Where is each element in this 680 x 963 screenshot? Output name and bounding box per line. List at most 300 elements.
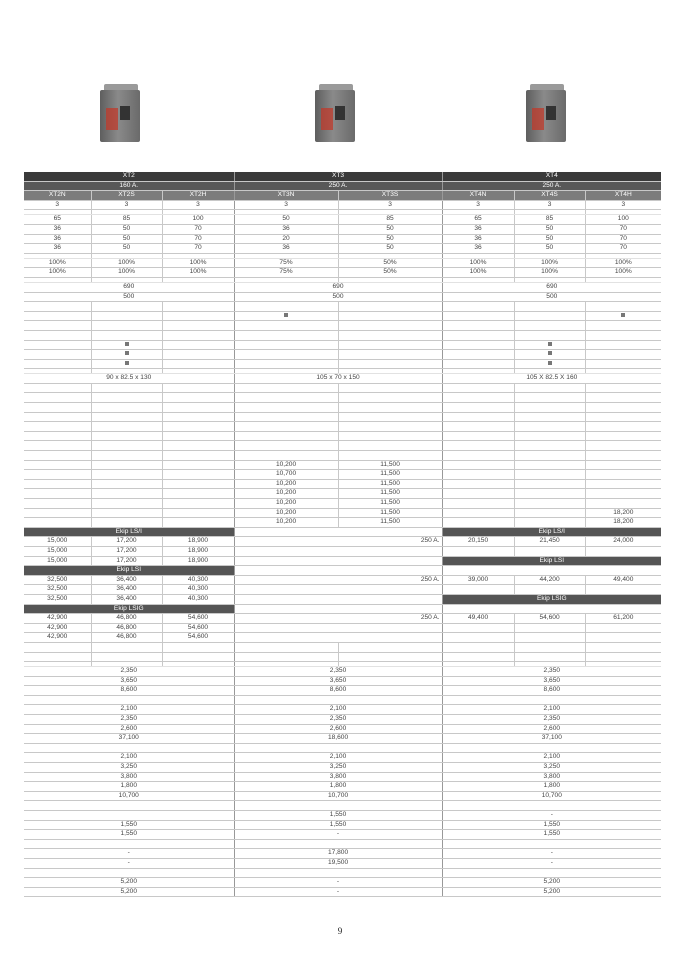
table-cell [234, 451, 338, 461]
table-cell: 690 [234, 282, 442, 292]
table-cell [514, 489, 585, 499]
table-cell [338, 393, 442, 403]
table-cell: 250 A. [234, 575, 442, 585]
table-cell: 1,800 [24, 782, 234, 792]
table-cell: 3 [514, 200, 585, 210]
table-cell: 36 [442, 244, 514, 254]
table-cell [162, 479, 234, 489]
table-cell: 85 [91, 215, 162, 225]
table-cell [91, 642, 162, 652]
table-cell: 75% [234, 268, 338, 278]
table-cell [91, 383, 162, 393]
table-cell: 70 [585, 234, 661, 244]
table-cell [24, 839, 234, 849]
table-cell [24, 330, 91, 340]
table-cell: 5,200 [24, 878, 234, 888]
table-cell [162, 460, 234, 470]
table-cell [585, 412, 661, 422]
table-cell: 100% [24, 268, 91, 278]
table-cell: 1,800 [442, 782, 661, 792]
table-cell: 8,600 [24, 686, 234, 696]
table-cell: 100% [585, 268, 661, 278]
table-cell [338, 412, 442, 422]
table-cell: 1,550 [442, 830, 661, 840]
table-cell: 18,200 [585, 508, 661, 518]
table-cell: 10,200 [234, 460, 338, 470]
table-cell: 2,100 [24, 753, 234, 763]
table-cell: 3 [234, 200, 338, 210]
table-cell: 50 [234, 215, 338, 225]
table-cell: 10,700 [442, 791, 661, 801]
table-cell [585, 499, 661, 509]
table-cell [514, 383, 585, 393]
table-cell [24, 518, 91, 528]
bullet-icon [125, 342, 129, 346]
table-cell [442, 302, 514, 312]
table-cell: 3,800 [24, 772, 234, 782]
table-cell: 2,350 [234, 715, 442, 725]
table-cell [442, 359, 514, 369]
table-cell [24, 403, 91, 413]
table-cell [338, 311, 442, 321]
table-cell: 36 [234, 224, 338, 234]
table-cell: 15,000 [24, 556, 91, 566]
table-cell [585, 321, 661, 331]
table-cell: 32,500 [24, 575, 91, 585]
group-header: XT2 [24, 172, 234, 181]
table-cell: 61,200 [585, 614, 661, 624]
table-cell: 50 [514, 244, 585, 254]
table-cell [234, 633, 442, 643]
table-cell [91, 302, 162, 312]
table-cell [442, 311, 514, 321]
table-cell [162, 470, 234, 480]
table-cell [442, 422, 514, 432]
table-cell: 18,900 [162, 537, 234, 547]
table-cell [338, 383, 442, 393]
ekip-label: Ekip LSI [442, 556, 661, 566]
table-cell [162, 422, 234, 432]
table-cell [338, 302, 442, 312]
table-cell: 70 [585, 224, 661, 234]
table-cell [24, 383, 91, 393]
table-cell [91, 451, 162, 461]
table-cell: - [442, 858, 661, 868]
table-cell [338, 441, 442, 451]
table-cell [585, 359, 661, 369]
table-cell [514, 460, 585, 470]
page-number: 9 [337, 926, 343, 936]
table-cell: 3 [91, 200, 162, 210]
table-cell: 500 [442, 292, 661, 302]
table-cell: 1,550 [24, 820, 234, 830]
table-cell [514, 441, 585, 451]
table-cell: 5,200 [442, 878, 661, 888]
table-cell: 54,600 [514, 614, 585, 624]
table-cell [24, 695, 234, 705]
ekip-label: Ekip LS/I [442, 527, 661, 537]
table-cell: 54,600 [162, 623, 234, 633]
ekip-label: Ekip LSIG [24, 604, 234, 614]
table-cell [91, 330, 162, 340]
table-cell [514, 585, 585, 595]
table-cell: 100% [24, 258, 91, 268]
table-cell [338, 321, 442, 331]
ekip-label: Ekip LSIG [442, 594, 661, 604]
table-cell: 690 [24, 282, 234, 292]
table-cell: 3,650 [24, 676, 234, 686]
table-cell: 42,900 [24, 623, 91, 633]
table-cell [585, 460, 661, 470]
table-cell [24, 508, 91, 518]
bullet-icon [125, 361, 129, 365]
table-cell [442, 451, 514, 461]
table-cell [338, 652, 442, 662]
table-cell: 250 A. [234, 614, 442, 624]
table-cell [338, 642, 442, 652]
table-cell: 36 [442, 234, 514, 244]
variant-header: XT4S [514, 191, 585, 201]
table-cell [442, 470, 514, 480]
table-cell [162, 518, 234, 528]
table-cell: 18,900 [162, 546, 234, 556]
table-cell: 10,700 [24, 791, 234, 801]
table-cell: 70 [162, 234, 234, 244]
table-cell [514, 479, 585, 489]
table-cell: 36 [442, 224, 514, 234]
table-cell [338, 451, 442, 461]
table-cell [24, 451, 91, 461]
table-cell [442, 743, 661, 753]
table-cell: 105 X 82.5 X 160 [442, 374, 661, 384]
table-cell [442, 431, 514, 441]
table-cell [162, 393, 234, 403]
table-cell: 65 [24, 215, 91, 225]
table-cell [442, 546, 514, 556]
table-cell [234, 393, 338, 403]
table-cell [514, 302, 585, 312]
bullet-icon [125, 351, 129, 355]
table-cell [91, 321, 162, 331]
table-cell: 3 [585, 200, 661, 210]
table-cell [234, 546, 442, 556]
table-cell: 500 [24, 292, 234, 302]
table-cell: 42,900 [24, 614, 91, 624]
table-cell [442, 403, 514, 413]
table-cell [24, 642, 91, 652]
table-cell [91, 518, 162, 528]
table-cell: 1,800 [234, 782, 442, 792]
table-cell [162, 499, 234, 509]
table-cell [234, 350, 338, 360]
table-cell [514, 470, 585, 480]
table-cell: 85 [338, 215, 442, 225]
table-cell [234, 431, 338, 441]
table-cell: 3,250 [24, 763, 234, 773]
table-cell: 36,400 [91, 575, 162, 585]
table-cell [234, 695, 442, 705]
table-cell [514, 412, 585, 422]
bullet-icon [548, 342, 552, 346]
bullet-icon [548, 361, 552, 365]
table-cell: 50 [514, 224, 585, 234]
table-cell: 37,100 [24, 734, 234, 744]
table-cell [585, 350, 661, 360]
group-header: XT4 [442, 172, 661, 181]
table-cell [91, 431, 162, 441]
table-cell: 10,200 [234, 499, 338, 509]
table-cell: 105 x 70 x 150 [234, 374, 442, 384]
table-cell [514, 499, 585, 509]
table-cell [24, 499, 91, 509]
table-cell: 11,500 [338, 499, 442, 509]
variant-header: XT3N [234, 191, 338, 201]
table-cell [24, 479, 91, 489]
table-cell [338, 340, 442, 350]
table-cell [162, 302, 234, 312]
table-cell: 2,100 [234, 705, 442, 715]
table-cell [442, 566, 661, 576]
price-spec-table [24, 172, 661, 897]
table-cell [24, 359, 91, 369]
table-cell: 19,500 [234, 858, 442, 868]
table-cell [585, 479, 661, 489]
table-cell: 100% [442, 268, 514, 278]
table-cell: 50 [91, 234, 162, 244]
table-cell: 32,500 [24, 585, 91, 595]
table-cell: 1,550 [442, 820, 661, 830]
table-cell: 10,700 [234, 470, 338, 480]
table-cell [442, 321, 514, 331]
table-cell [442, 412, 514, 422]
group-rating: 250 A. [442, 181, 661, 191]
table-cell [585, 451, 661, 461]
bullet-icon [548, 351, 552, 355]
table-cell: 54,600 [162, 614, 234, 624]
table-cell [585, 330, 661, 340]
table-cell [24, 422, 91, 432]
ekip-label: Ekip LS/I [24, 527, 234, 537]
table-cell [91, 652, 162, 662]
table-cell [514, 321, 585, 331]
table-cell: 3 [442, 200, 514, 210]
table-cell: 36 [24, 244, 91, 254]
table-cell [442, 652, 514, 662]
table-cell [585, 431, 661, 441]
table-cell [234, 623, 442, 633]
table-cell: 2,100 [442, 705, 661, 715]
table-cell [234, 441, 338, 451]
table-cell [234, 839, 442, 849]
table-cell: 21,450 [514, 537, 585, 547]
table-cell: - [234, 887, 442, 897]
table-cell: 5,200 [24, 887, 234, 897]
table-cell: 70 [162, 224, 234, 234]
table-cell: 15,000 [24, 546, 91, 556]
table-cell: 32,500 [24, 594, 91, 604]
table-cell [585, 623, 661, 633]
table-cell: 11,500 [338, 489, 442, 499]
table-cell [162, 359, 234, 369]
table-cell [91, 412, 162, 422]
table-cell [442, 623, 514, 633]
table-cell: 2,100 [234, 753, 442, 763]
table-cell [514, 393, 585, 403]
table-cell: 2,600 [442, 724, 661, 734]
table-cell: 10,200 [234, 479, 338, 489]
table-cell: 10,200 [234, 489, 338, 499]
table-cell: 2,100 [24, 705, 234, 715]
table-cell [24, 811, 234, 821]
table-cell [91, 479, 162, 489]
table-cell: 37,100 [442, 734, 661, 744]
bullet-icon [284, 313, 288, 317]
table-cell: 11,500 [338, 479, 442, 489]
table-cell [234, 422, 338, 432]
table-cell [234, 801, 442, 811]
table-cell [91, 359, 162, 369]
bullet-icon [621, 313, 625, 317]
table-cell: 100% [162, 258, 234, 268]
table-cell: - [234, 878, 442, 888]
table-cell: 90 x 82.5 x 130 [24, 374, 234, 384]
table-cell [24, 340, 91, 350]
table-cell: 36,400 [91, 585, 162, 595]
table-cell: 100 [162, 215, 234, 225]
table-cell [24, 393, 91, 403]
table-cell [442, 499, 514, 509]
table-cell [24, 412, 91, 422]
table-cell [91, 403, 162, 413]
table-cell [442, 633, 514, 643]
table-cell: 11,500 [338, 518, 442, 528]
table-cell: 24,000 [585, 537, 661, 547]
table-cell: 17,200 [91, 556, 162, 566]
table-cell [162, 330, 234, 340]
table-cell [24, 652, 91, 662]
table-cell: 36,400 [91, 594, 162, 604]
table-cell [514, 311, 585, 321]
table-cell: 15,000 [24, 537, 91, 547]
xt4-product-image [522, 84, 572, 144]
table-cell [514, 403, 585, 413]
table-cell [585, 489, 661, 499]
xt2-product-image [96, 84, 146, 144]
table-cell [442, 839, 661, 849]
table-cell [585, 642, 661, 652]
table-cell: 2,350 [442, 715, 661, 725]
table-cell [514, 508, 585, 518]
table-cell [514, 451, 585, 461]
table-cell [162, 508, 234, 518]
table-cell: 18,200 [585, 518, 661, 528]
table-cell [442, 441, 514, 451]
table-cell: - [24, 849, 234, 859]
table-cell [24, 489, 91, 499]
xt3-product-image [311, 84, 361, 144]
table-cell [91, 340, 162, 350]
table-cell: 690 [442, 282, 661, 292]
table-cell: 50% [338, 268, 442, 278]
table-cell: 3,800 [442, 772, 661, 782]
table-cell [442, 801, 661, 811]
table-cell [442, 604, 661, 614]
table-cell [442, 489, 514, 499]
table-cell [338, 431, 442, 441]
table-cell [91, 489, 162, 499]
table-cell [91, 422, 162, 432]
table-cell: 3,650 [442, 676, 661, 686]
table-cell: 3,800 [234, 772, 442, 782]
table-cell [442, 508, 514, 518]
variant-header: XT3S [338, 191, 442, 201]
table-cell: 46,800 [91, 614, 162, 624]
table-cell [514, 350, 585, 360]
table-cell [338, 359, 442, 369]
table-cell [24, 868, 234, 878]
table-cell: 2,100 [442, 753, 661, 763]
table-cell [24, 350, 91, 360]
table-cell: 100% [585, 258, 661, 268]
table-cell [162, 403, 234, 413]
table-cell: 100% [91, 258, 162, 268]
table-cell: 75% [234, 258, 338, 268]
table-cell: 50 [338, 224, 442, 234]
table-cell [442, 350, 514, 360]
table-cell: 70 [585, 244, 661, 254]
table-cell [442, 383, 514, 393]
table-cell: 39,000 [442, 575, 514, 585]
table-cell: 11,500 [338, 508, 442, 518]
table-cell: 2,350 [24, 667, 234, 677]
table-cell [234, 311, 338, 321]
table-cell [585, 383, 661, 393]
table-cell [585, 311, 661, 321]
table-cell: 17,200 [91, 546, 162, 556]
table-cell: 54,600 [162, 633, 234, 643]
table-cell: 50% [338, 258, 442, 268]
table-cell [234, 642, 338, 652]
table-cell [24, 431, 91, 441]
table-cell [91, 350, 162, 360]
table-cell: 50 [338, 244, 442, 254]
table-cell: 3,250 [234, 763, 442, 773]
table-cell [514, 340, 585, 350]
table-cell [514, 642, 585, 652]
table-cell [585, 340, 661, 350]
table-cell [24, 743, 234, 753]
table-cell [91, 499, 162, 509]
table-cell: 50 [91, 244, 162, 254]
table-cell [162, 431, 234, 441]
table-cell [234, 412, 338, 422]
table-cell [514, 330, 585, 340]
table-cell [162, 311, 234, 321]
table-cell [338, 422, 442, 432]
table-cell [338, 350, 442, 360]
table-cell: 36 [24, 234, 91, 244]
table-cell: - [234, 830, 442, 840]
table-cell: 17,200 [91, 537, 162, 547]
table-cell: 2,600 [24, 724, 234, 734]
table-cell [24, 470, 91, 480]
table-cell: 20,150 [442, 537, 514, 547]
table-cell: 1,550 [24, 830, 234, 840]
table-cell [514, 431, 585, 441]
table-cell: 100% [514, 268, 585, 278]
table-cell: 3 [338, 200, 442, 210]
group-rating: 160 A. [24, 181, 234, 191]
